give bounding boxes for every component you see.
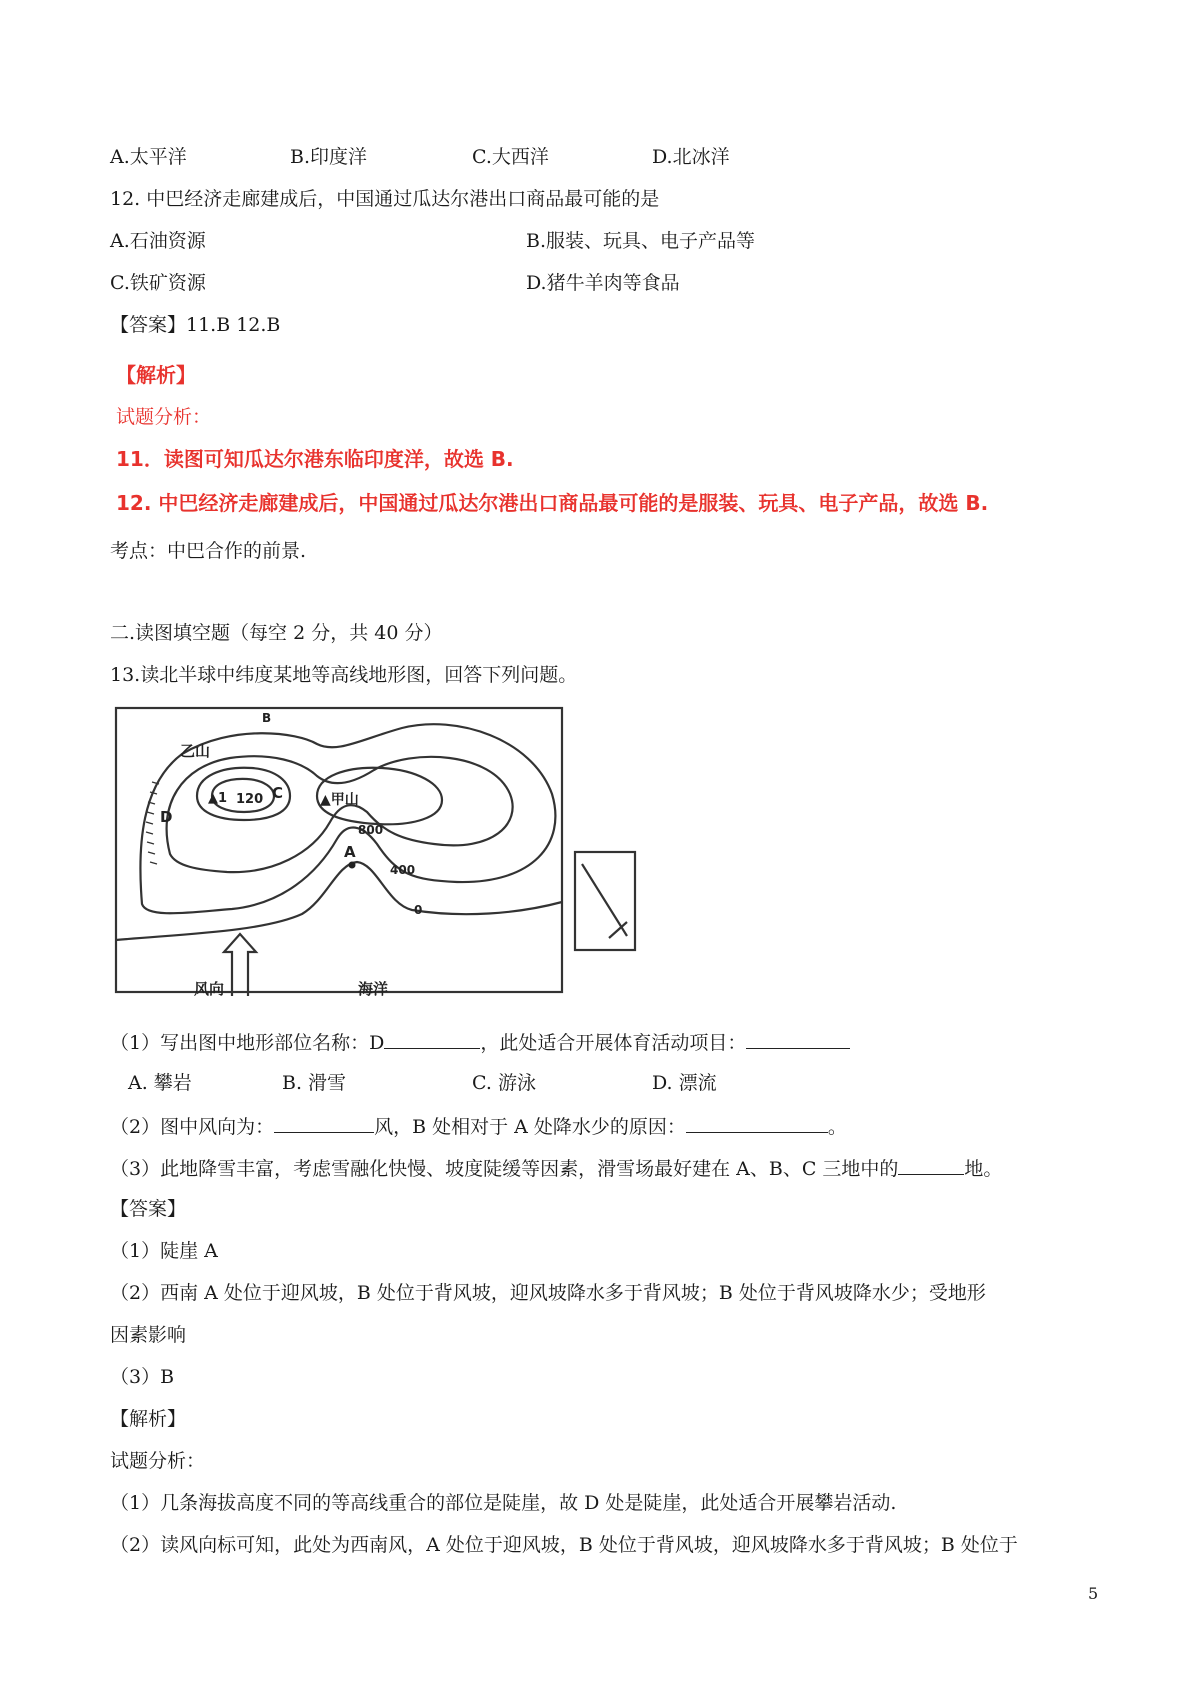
answer-11-12: 【答案】11.B 12.B: [110, 314, 281, 336]
analysis2-subheading: 试题分析：: [110, 1450, 206, 1472]
q11-option-b: B.印度洋: [290, 146, 368, 168]
point-a-marker: [349, 862, 356, 869]
q13-option-d: D. 漂流: [652, 1072, 717, 1094]
q13-option-b: B. 滑雪: [282, 1072, 347, 1094]
label-c120: 120: [236, 792, 264, 807]
q13-part1-text-b: ，此处适合开展体育活动项目：: [480, 1032, 747, 1054]
q12-option-d: D.猪牛羊肉等食品: [526, 272, 680, 294]
north-arrow-line: [582, 864, 627, 936]
q13-part1: [110, 1028, 850, 1056]
label-D: D: [160, 808, 173, 826]
answer2-a3: （3）B: [110, 1366, 175, 1388]
q13-part3: [110, 1154, 1002, 1182]
q12-option-b: B.服装、玩具、电子产品等: [526, 230, 756, 252]
label-A: A: [344, 843, 356, 861]
q13-option-c: C. 游泳: [472, 1072, 536, 1094]
q11-option-a: A.太平洋: [110, 146, 187, 168]
q13-part3-text-b: 地。: [964, 1158, 1003, 1180]
analysis2-heading: 【解析】: [110, 1408, 187, 1430]
q11-option-d: D.北冰洋: [652, 146, 730, 168]
label-C: C: [272, 784, 284, 802]
analysis2-line1: （1）几条海拔高度不同的等高线重合的部位是陡崖，故 D 处是陡崖，此处适合开展攀岩活动.: [110, 1492, 897, 1514]
answer2-a2-line1: （2）西南 A 处位于迎风坡，B 处位于背风坡，迎风坡降水多于背风坡；B 处位于背风坡降水少；受地形: [110, 1282, 986, 1304]
analysis-line-12: 12. 中巴经济走廊建成后，中国通过瓜达尔港出口商品最可能的是服装、玩具、电子产品，故选 B.: [116, 491, 989, 515]
answer2-heading: 【答案】: [110, 1198, 187, 1220]
label-ocean: 海洋: [358, 980, 389, 998]
analysis-subheading: 试题分析：: [116, 406, 212, 428]
q13-part1-blank-2[interactable]: [746, 1028, 850, 1049]
q13-option-a: A. 攀岩: [128, 1072, 192, 1094]
q13-part2-text-a: （2）图中风向为：: [110, 1116, 275, 1138]
label-yi-shan: 乙山: [180, 742, 211, 760]
contour-0: [116, 862, 562, 940]
label-wind: 风向: [194, 980, 225, 998]
q12-option-c: C.铁矿资源: [110, 272, 206, 294]
label-peak-small: ▲1: [208, 791, 228, 806]
q13-stem: 13.读北半球中纬度某地等高线地形图，回答下列问题。: [110, 664, 578, 686]
analysis-line-11: 11．读图可知瓜达尔港东临印度洋，故选 B.: [116, 447, 514, 471]
analysis-heading: 【解析】: [116, 363, 196, 387]
wind-arrow: [224, 934, 256, 996]
q13-part2: [110, 1112, 847, 1140]
label-B: B: [262, 711, 272, 725]
label-jia-shan: ▲甲山: [320, 792, 359, 808]
q13-part2-blank-1[interactable]: [274, 1112, 374, 1133]
answer2-a1: （1）陡崖 A: [110, 1240, 218, 1262]
q13-part3-blank[interactable]: [898, 1154, 964, 1175]
q13-part1-blank-1[interactable]: [384, 1028, 480, 1049]
q13-part3-text-a: （3）此地降雪丰富，考虑雪融化快慢、坡度陡缓等因素，滑雪场最好建在 A、B、C 三地中的: [110, 1158, 899, 1180]
page-number: 5: [1088, 1584, 1099, 1603]
q12-stem: 12. 中巴经济走廊建成后，中国通过瓜达尔港出口商品最可能的是: [110, 188, 660, 210]
analysis-point: 考点：中巴合作的前景.: [110, 540, 307, 562]
label-c800: 800: [358, 823, 384, 837]
q13-part2-blank-2[interactable]: [686, 1112, 828, 1133]
answer2-a2-line2: 因素影响: [110, 1324, 187, 1346]
section-title: 二.读图填空题（每空 2 分，共 40 分）: [110, 622, 443, 644]
q13-part2-text-b: 风，B 处相对于 A 处降水少的原因：: [374, 1116, 686, 1138]
q12-option-a: A.石油资源: [110, 230, 206, 252]
contour-map: [112, 704, 642, 1004]
label-c400: 400: [390, 863, 416, 877]
q13-part1-text-a: （1）写出图中地形部位名称：D: [110, 1032, 385, 1054]
label-c0: 0: [414, 903, 423, 917]
analysis2-line2: （2）读风向标可知，此处为西南风，A 处位于迎风坡，B 处位于背风坡，迎风坡降水多于背风坡；B 处位于: [110, 1534, 1018, 1556]
q11-option-c: C.大西洋: [472, 146, 549, 168]
q13-part2-text-c: 。: [827, 1116, 847, 1138]
